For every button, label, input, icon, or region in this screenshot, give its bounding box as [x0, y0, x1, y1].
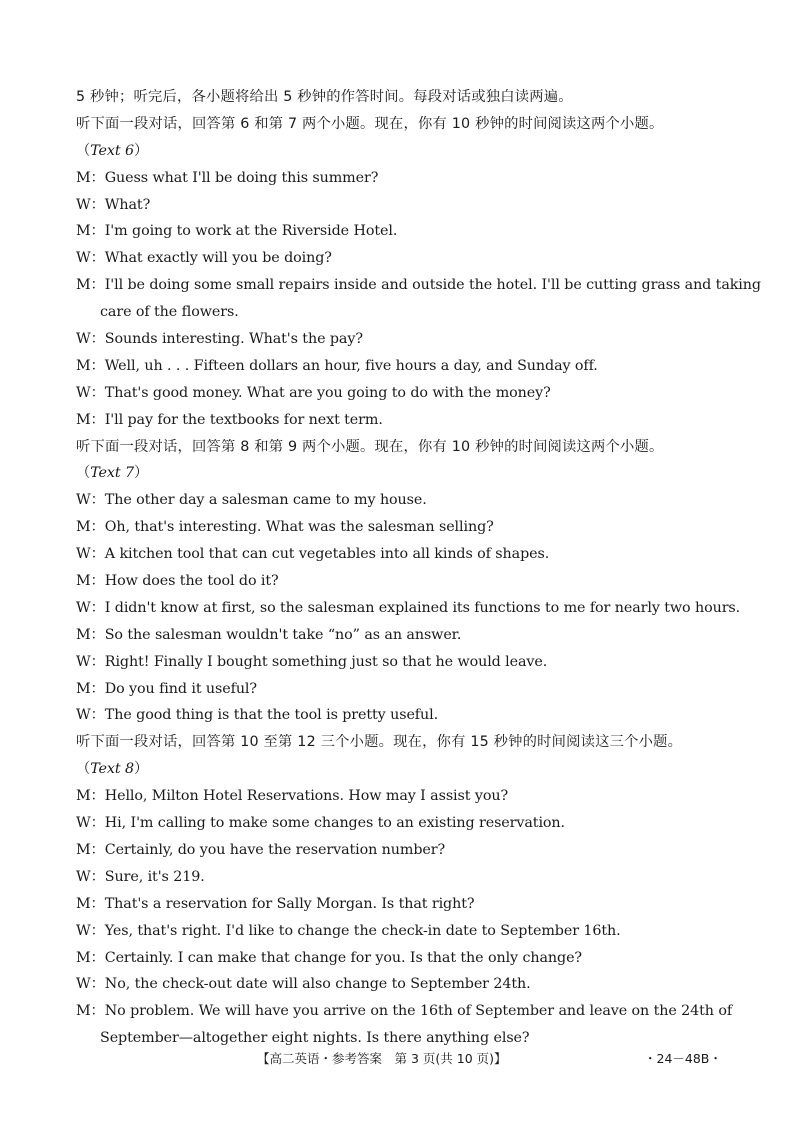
section-label: （Text 7） [76, 465, 149, 482]
footer-page-info: 【高二英语・参考答案 第 3 页(共 10 页)】 [257, 1051, 507, 1066]
dialogue-line: M：I'll pay for the textbooks for next term. [76, 411, 383, 428]
instruction-line: 5 秒钟；听完后，各小题将给出 5 秒钟的作答时间。每段对话或独白读两遍。 [76, 89, 573, 105]
dialogue-line: W：What exactly will you be doing? [76, 250, 332, 267]
dialogue-line: W：Sounds interesting. What's the pay? [76, 331, 363, 348]
instruction-line: 听下面一段对话，回答第 8 和第 9 两个小题。现在，你有 10 秒钟的时间阅读这两个小题。 [76, 438, 664, 455]
dialogue-line: W：Sure, it's 219. [76, 868, 205, 885]
dialogue-line: W：Right! Finally I bought something just so that he would leave. [76, 653, 548, 670]
section-label: （Text 6） [76, 142, 149, 159]
section-label: （Text 8） [76, 761, 149, 778]
footer-doc-code: ・24－48B・ [644, 1051, 722, 1066]
dialogue-line: W：No, the check-out date will also change to September 24th. [76, 976, 531, 993]
dialogue-line: W：I didn't know at first, so the salesman explained its functions to me for nearly two hours. [76, 599, 741, 616]
dialogue-line: W：The good thing is that the tool is pretty useful. [76, 707, 439, 724]
dialogue-line: M：Hello, Milton Hotel Reservations. How may I assist you? [76, 788, 509, 805]
dialogue-line: W：A kitchen tool that can cut vegetables into all kinds of shapes. [76, 546, 550, 563]
dialogue-line: M：I'll be doing some small repairs inside and outside the hotel. I'll be cutting grass and taking [76, 277, 761, 294]
dialogue-line: W：Yes, that's right. I'd like to change the check-in date to September 16th. [76, 922, 621, 939]
dialogue-line: M：Do you find it useful? [76, 680, 257, 697]
instruction-line: 听下面一段对话，回答第 6 和第 7 两个小题。现在，你有 10 秒钟的时间阅读这两个小题。 [76, 115, 664, 132]
dialogue-line: M：I'm going to work at the Riverside Hotel. [76, 223, 398, 240]
dialogue-line: M：Well, uh . . . Fifteen dollars an hour, five hours a day, and Sunday off. [76, 357, 598, 374]
dialogue-line: M：So the salesman wouldn't take “no” as an answer. [76, 626, 462, 643]
dialogue-line: W：Hi, I'm calling to make some changes to an existing reservation. [76, 815, 565, 832]
dialogue-line: M：No problem. We will have you arrive on the 16th of September and leave on the 24th of [76, 1003, 733, 1020]
dialogue-line: M：Certainly. I can make that change for you. Is that the only change? [76, 949, 583, 966]
dialogue-line: M：How does the tool do it? [76, 573, 279, 590]
dialogue-line: M：Guess what I'll be doing this summer? [76, 169, 379, 186]
instruction-line: 听下面一段对话，回答第 10 至第 12 三个小题。现在，你有 15 秒钟的时间阅读这三个小题。 [76, 734, 683, 751]
dialogue-line: W：What? [76, 196, 151, 213]
dialogue-continuation: care of the flowers. [100, 304, 239, 321]
dialogue-line: M：Certainly, do you have the reservation number? [76, 841, 446, 858]
dialogue-line: M：Oh, that's interesting. What was the salesman selling? [76, 519, 494, 536]
page-footer [0, 1049, 794, 1069]
dialogue-line: W：The other day a salesman came to my house. [76, 492, 427, 509]
dialogue-continuation: September—altogether eight nights. Is there anything else? [100, 1030, 530, 1047]
document-body [76, 84, 761, 1052]
dialogue-line: W：That's good money. What are you going to do with the money? [76, 384, 551, 401]
dialogue-line: M：That's a reservation for Sally Morgan. Is that right? [76, 895, 475, 912]
